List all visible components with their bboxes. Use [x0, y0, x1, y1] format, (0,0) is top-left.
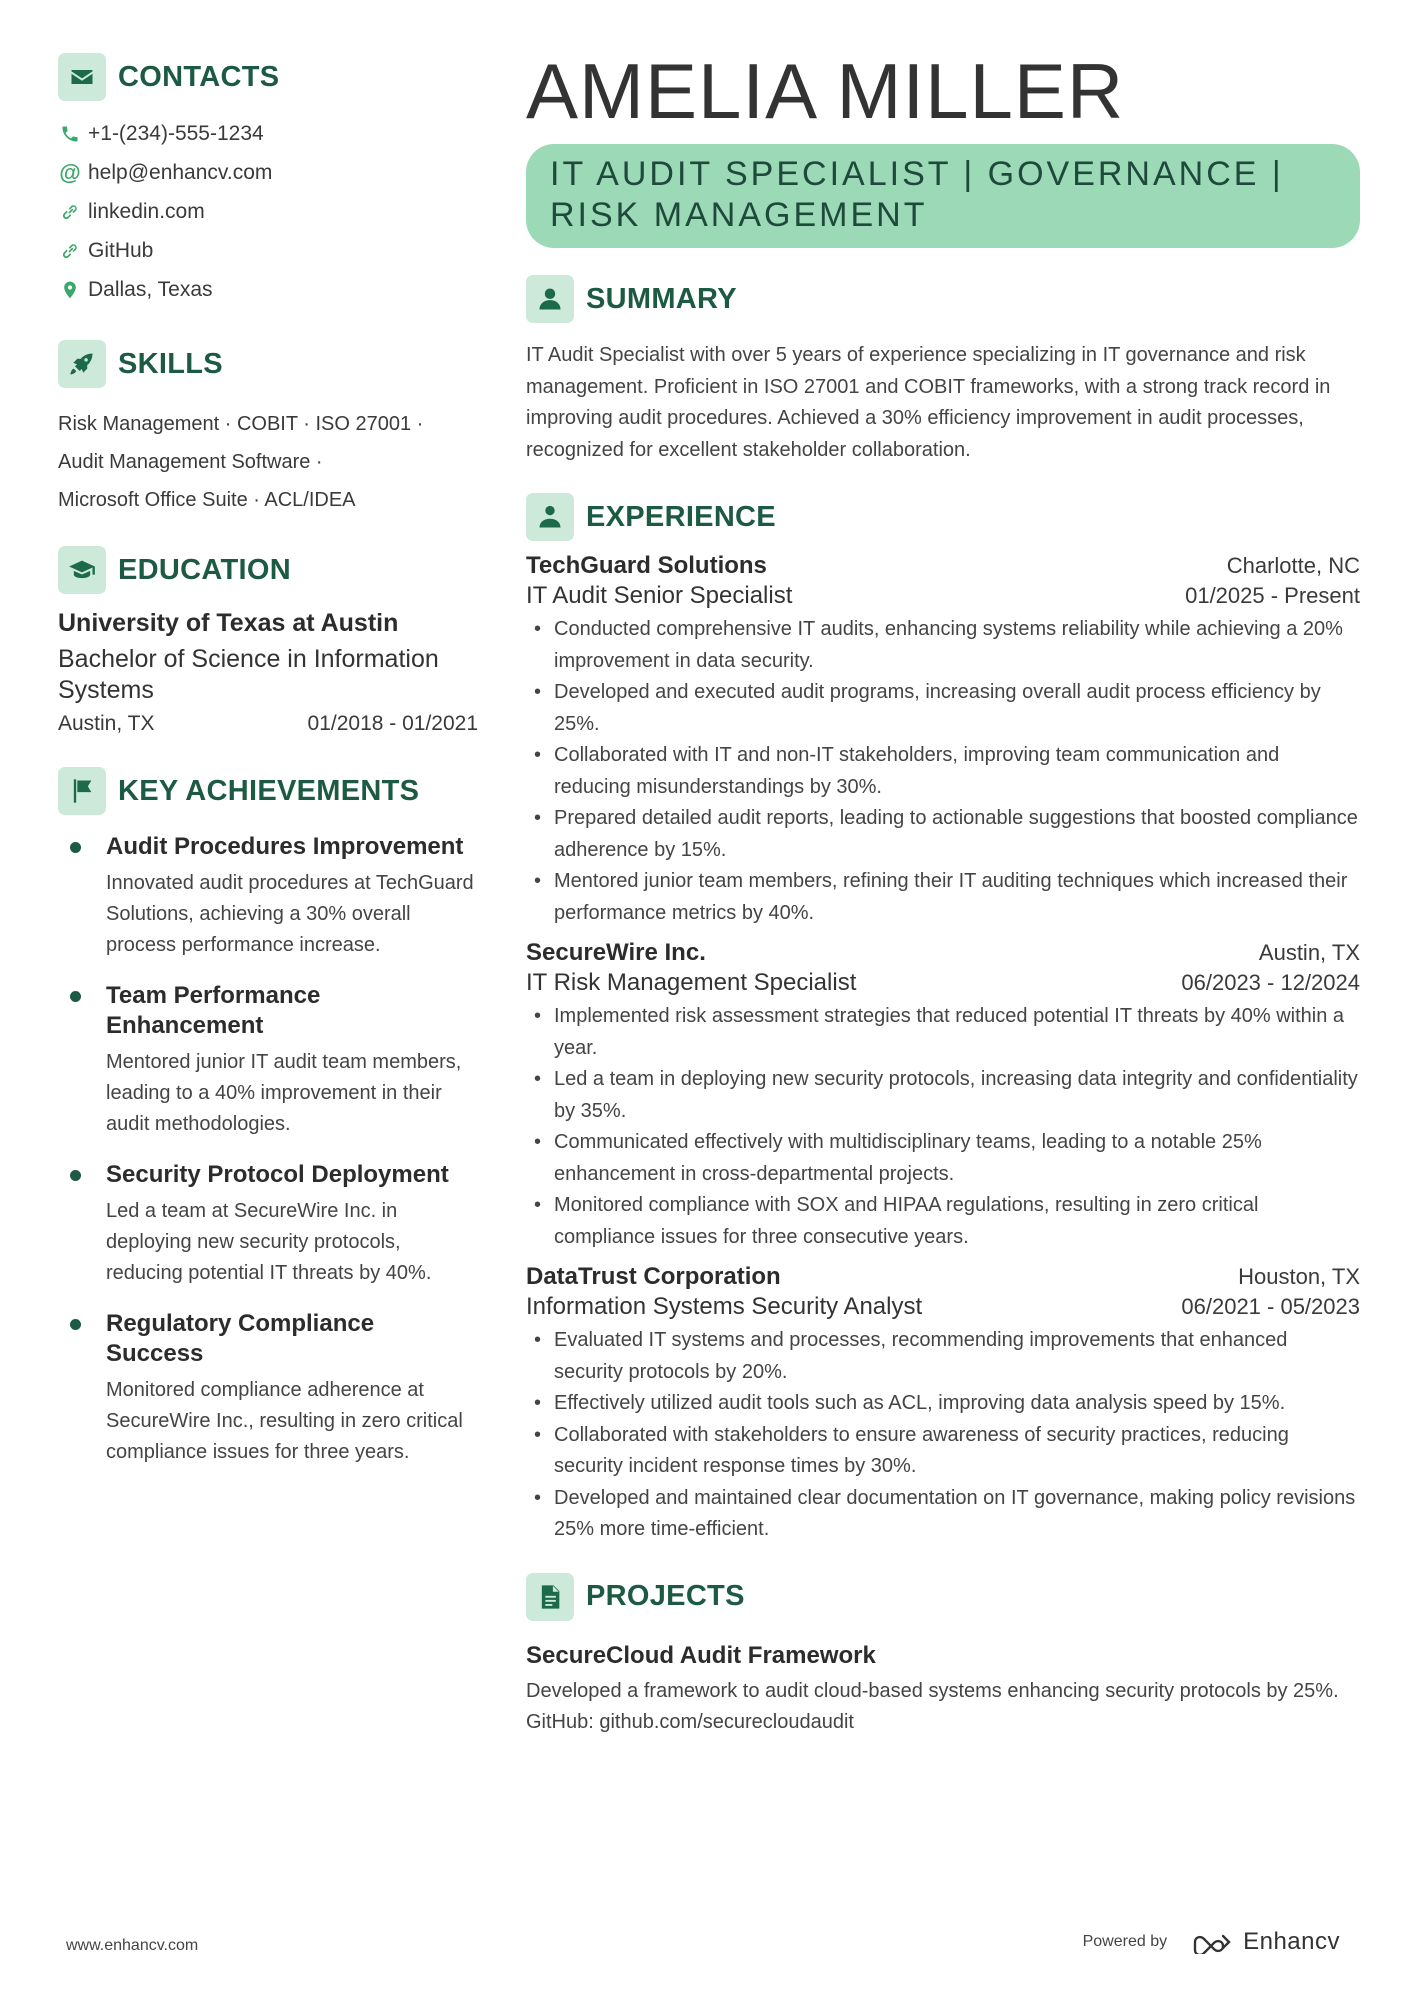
skills-header	[58, 339, 478, 389]
contact-linkedin[interactable]	[58, 192, 478, 231]
job-location: Houston, TX	[1238, 1264, 1360, 1289]
section-title-education: EDUCATION	[118, 553, 291, 586]
left-column	[58, 52, 478, 1488]
job-title: IT Audit Senior Specialist	[526, 582, 793, 609]
contact-github-text: GitHub	[88, 238, 154, 262]
summary-text: IT Audit Specialist with over 5 years of experience specializing in IT governance and risk management. Proficient in ISO 27001 and COBIT frameworks, with a strong track record in improving audit procedures. Achieved a 30% efficiency improvement in audit processes, recognized for excellent stakeholder collaboration.	[526, 344, 1331, 461]
contact-linkedin-text: linkedin.com	[88, 199, 205, 223]
job-header	[526, 1263, 1360, 1291]
envelope-icon	[58, 53, 106, 101]
skills-list	[58, 405, 458, 519]
job-dates: 06/2023 - 12/2024	[1181, 970, 1360, 995]
job-title: IT Risk Management Specialist	[526, 969, 857, 996]
section-title-achievements: KEY ACHIEVEMENTS	[118, 774, 420, 807]
education-school: University of Texas at Austin	[58, 609, 399, 637]
job-subheader	[526, 1293, 1360, 1321]
achievement-description: Monitored compliance adherence at SecureWire Inc., resulting in zero critical compliance issues for three years.	[106, 1379, 463, 1463]
job-bullet: • Mentored junior team members, refining their IT auditing techniques which increased their performance metrics by 40%.	[526, 866, 1360, 929]
job-bullet: • Monitored compliance with SOX and HIPAA regulations, resulting in zero critical compliance issues for three consecutive years.	[526, 1190, 1360, 1253]
achievement-title: Audit Procedures Improvement	[106, 833, 464, 860]
section-title-projects: PROJECTS	[586, 1580, 745, 1612]
experience-header	[526, 492, 1360, 542]
job-bullet: • Collaborated with IT and non-IT stakeholders, improving team communication and reducing misunderstandings by 30%.	[526, 740, 1360, 803]
achievement-description: Led a team at SecureWire Inc. in deploying new security protocols, reducing potential IT threats by 40%.	[106, 1200, 432, 1284]
skills-line: Audit Management Software ·	[58, 451, 323, 473]
education-dates: 01/2018 - 01/2021	[307, 712, 478, 735]
job-entry	[526, 939, 1360, 1253]
job-bullets	[526, 614, 1360, 929]
summary-header	[526, 274, 1360, 324]
section-title-experience: EXPERIENCE	[586, 500, 776, 533]
skills-line: Microsoft Office Suite · ACL/IDEA	[58, 489, 356, 511]
project-description: Developed a framework to audit cloud-based systems enhancing security protocols by 25%. GitHub: github.com/securecloudaudit	[526, 1679, 1339, 1733]
section-title-summary: SUMMARY	[586, 282, 737, 315]
contact-list	[58, 114, 478, 309]
phone-icon	[58, 122, 82, 146]
job-bullet: • Developed and executed audit programs, increasing overall audit process efficiency by 25%.	[526, 677, 1360, 740]
link-icon	[58, 239, 82, 263]
job-bullet: • Implemented risk assessment strategies that reduced potential IT threats by 40% within a year.	[526, 1001, 1360, 1064]
bullet-dot	[70, 842, 81, 853]
section-title-skills: SKILLS	[118, 347, 223, 380]
job-dates: 06/2021 - 05/2023	[1181, 1294, 1360, 1319]
job-bullet: • Developed and maintained clear documentation on IT governance, making policy revisions 25% more time-efficient.	[526, 1483, 1360, 1546]
footer-branding[interactable]	[1083, 1928, 1340, 1956]
headline-banner: IT AUDIT SPECIALIST | GOVERNANCE | RISK MANAGEMENT	[526, 144, 1360, 248]
bullet-dot	[70, 1170, 81, 1181]
achievements-list	[58, 832, 478, 1468]
job-company: TechGuard Solutions	[526, 552, 767, 579]
achievements-header	[58, 766, 478, 816]
education-header	[58, 545, 478, 595]
achievement-description: Mentored junior IT audit team members, leading to a 40% improvement in their audit methodologies.	[106, 1051, 462, 1135]
user-icon	[526, 275, 574, 323]
flag-icon	[58, 767, 106, 815]
job-bullet: • Evaluated IT systems and processes, recommending improvements that enhanced security protocols by 20%.	[526, 1325, 1360, 1388]
bullet-dot	[70, 991, 81, 1002]
contact-github[interactable]	[58, 231, 478, 270]
graduation-cap-icon	[58, 546, 106, 594]
achievement-title: Security Protocol Deployment	[106, 1161, 449, 1188]
contact-email-text: help@enhancv.com	[88, 160, 273, 184]
job-entry	[526, 552, 1360, 929]
candidate-name: AMELIA MILLER	[526, 47, 1125, 135]
contact-email[interactable]	[58, 153, 478, 192]
job-bullet: • Conducted comprehensive IT audits, enhancing systems reliability while achieving a 20% improvement in data security.	[526, 614, 1360, 677]
job-header	[526, 552, 1360, 580]
job-company: SecureWire Inc.	[526, 939, 706, 966]
achievement-title: Regulatory Compliance Success	[106, 1310, 375, 1367]
job-title: Information Systems Security Analyst	[526, 1293, 923, 1320]
at-icon: @	[59, 159, 81, 185]
achievement-item	[58, 981, 478, 1140]
right-column	[526, 48, 1360, 1739]
job-location: Charlotte, NC	[1226, 553, 1360, 578]
contact-location-text: Dallas, Texas	[88, 277, 213, 301]
projects-header	[526, 1572, 1360, 1622]
contact-phone[interactable]	[58, 114, 478, 153]
education-meta	[58, 712, 478, 736]
job-bullets	[526, 1325, 1360, 1546]
project-name: SecureCloud Audit Framework	[526, 1641, 876, 1669]
footer-website-link[interactable]: www.enhancv.com	[66, 1937, 199, 1954]
achievement-description: Innovated audit procedures at TechGuard Solutions, achieving a 30% overall process performance increase.	[106, 872, 474, 956]
map-pin-icon	[58, 278, 82, 302]
enhancv-logo-icon	[1191, 1930, 1235, 1954]
job-subheader	[526, 582, 1360, 610]
education-degree: Bachelor of Science in Information Systems	[58, 645, 439, 704]
contact-location	[58, 270, 478, 309]
job-company: DataTrust Corporation	[526, 1263, 781, 1290]
job-entry	[526, 1263, 1360, 1546]
document-icon	[526, 1573, 574, 1621]
job-bullet: • Led a team in deploying new security protocols, increasing data integrity and confidentiality by 35%.	[526, 1064, 1360, 1127]
job-subheader	[526, 969, 1360, 997]
job-bullet: • Prepared detailed audit reports, leading to actionable suggestions that boosted compliance adherence by 15%.	[526, 803, 1360, 866]
link-icon	[58, 200, 82, 224]
bullet-dot	[70, 1319, 81, 1330]
skills-line: Risk Management · COBIT · ISO 27001 ·	[58, 413, 424, 435]
contacts-header	[58, 52, 478, 102]
job-dates: 01/2025 - Present	[1185, 583, 1360, 608]
section-title-contacts: CONTACTS	[118, 60, 280, 93]
briefcase-user-icon	[526, 493, 574, 541]
achievement-item	[58, 1309, 478, 1468]
job-bullets	[526, 1001, 1360, 1253]
job-header	[526, 939, 1360, 967]
achievement-item	[58, 1160, 478, 1289]
contact-phone-text: +1-(234)-555-1234	[88, 121, 264, 145]
job-location: Austin, TX	[1258, 940, 1360, 965]
job-bullet: • Communicated effectively with multidisciplinary teams, leading to a notable 25% enhancement in cross-departmental projects.	[526, 1127, 1360, 1190]
rocket-icon	[58, 340, 106, 388]
powered-by-label: Powered by	[1082, 1933, 1168, 1950]
enhancv-brand-name: Enhancv	[1243, 1928, 1340, 1955]
job-bullet: • Effectively utilized audit tools such as ACL, improving data analysis speed by 15%.	[526, 1388, 1360, 1420]
job-bullet: • Collaborated with stakeholders to ensure awareness of security practices, reducing security incident response times by 30%.	[526, 1420, 1360, 1483]
achievement-item	[58, 832, 478, 961]
education-location: Austin, TX	[58, 712, 155, 735]
achievement-title: Team Performance Enhancement	[106, 982, 321, 1039]
